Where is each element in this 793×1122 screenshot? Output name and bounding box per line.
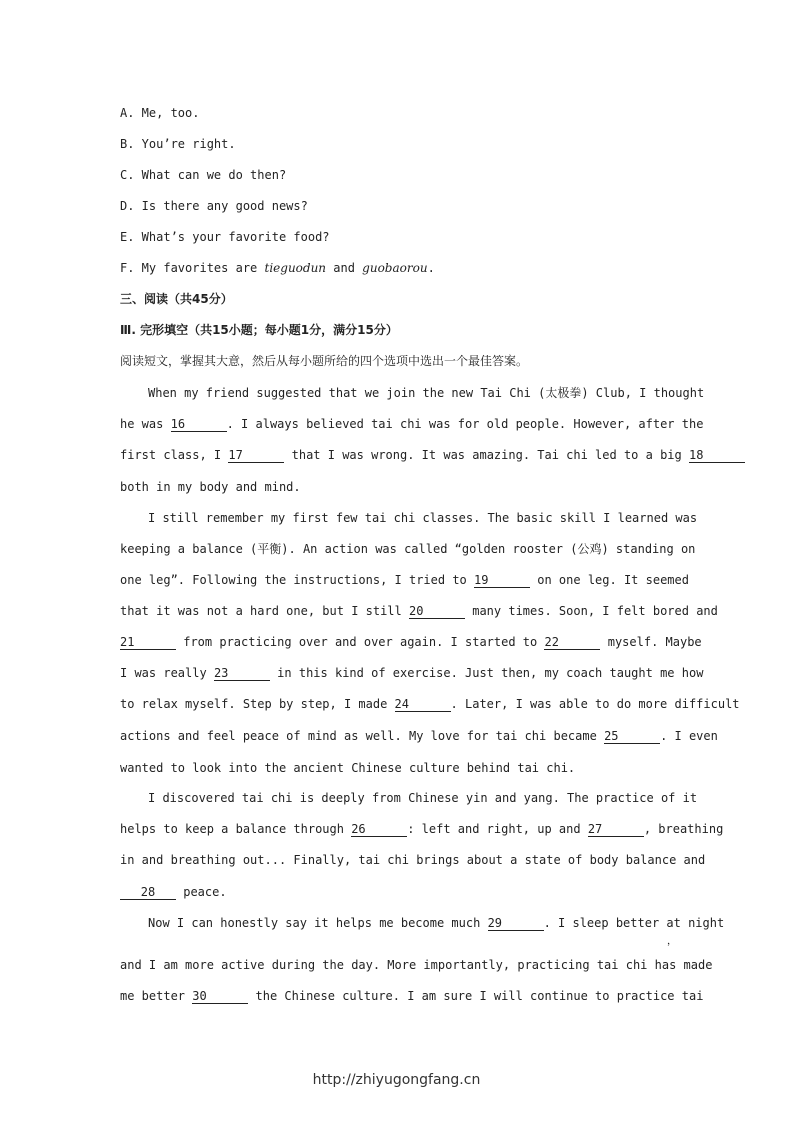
blank-25[interactable]: 25: [604, 729, 660, 744]
blank-23[interactable]: 23: [214, 666, 270, 681]
passage-line: Now I can honestly say it helps me become much 29 . I sleep better at night: [148, 916, 725, 930]
blank-29[interactable]: 29: [488, 916, 544, 931]
passage-line: to relax myself. Step by step, I made 24 . Later, I was able to do more difficult: [120, 697, 740, 711]
blank-17[interactable]: 17: [228, 448, 284, 463]
blank-22[interactable]: 22: [544, 635, 600, 650]
blank-30[interactable]: 30: [192, 989, 248, 1004]
passage-line: he was 16 . I always believed tai chi was for old people. However, after the: [120, 417, 704, 431]
part-title: Ⅲ. 完形填空（共15小题；每小题1分，满分15分）: [120, 323, 398, 337]
passage-line: one leg”. Following the instructions, I tried to 19 on one leg. It seemed: [120, 573, 689, 587]
passage-line: I was really 23 in this kind of exercise. Just then, my coach taught me how: [120, 666, 704, 680]
blank-26[interactable]: 26: [351, 822, 407, 837]
passage-line: 21 from practicing over and over again. I started to 22 myself. Maybe: [120, 635, 702, 649]
passage-line: that it was not a hard one, but I still 20 many times. Soon, I felt bored and: [120, 604, 718, 618]
stray-mark: ，: [667, 936, 677, 947]
blank-24[interactable]: 24: [395, 697, 451, 712]
footer-url: http://zhiyugongfang.cn: [312, 1072, 481, 1088]
passage-line: and I am more active during the day. More importantly, practicing tai chi has made: [120, 958, 713, 972]
passage-line: wanted to look into the ancient Chinese culture behind tai chi.: [120, 761, 576, 775]
passage-line: helps to keep a balance through 26 : left and right, up and 27 , breathing: [120, 822, 724, 836]
blank-21[interactable]: 21: [120, 635, 176, 650]
passage-line: When my friend suggested that we join the new Tai Chi (太极拳) Club, I thought: [148, 386, 705, 400]
blank-28[interactable]: 28: [120, 885, 176, 900]
option-a: A. Me, too.: [120, 106, 200, 120]
passage-line: keeping a balance (平衡). An action was called “golden rooster (公鸡) standing on: [120, 542, 696, 556]
passage-line: actions and feel peace of mind as well. My love for tai chi became 25 . I even: [120, 729, 718, 743]
passage-line: 28 peace.: [120, 884, 674, 900]
passage-line: I discovered tai chi is deeply from Chinese yin and yang. The practice of it: [148, 791, 698, 805]
blank-20[interactable]: 20: [409, 604, 465, 619]
option-f: F. My favorites are tieguodun and guobaorou.: [120, 261, 435, 275]
blank-27[interactable]: 27: [588, 822, 644, 837]
option-e: E. What’s your favorite food?: [120, 230, 330, 244]
option-d: D. Is there any good news?: [120, 199, 308, 213]
instruction: 阅读短文，掌握其大意，然后从每小题所给的四个选项中选出一个最佳答案。: [120, 354, 529, 368]
option-c: C. What can we do then?: [120, 168, 287, 182]
blank-19[interactable]: 19: [474, 573, 530, 588]
blank-16[interactable]: 16: [171, 417, 227, 432]
passage-line: me better 30 the Chinese culture. I am sure I will continue to practice tai: [120, 989, 704, 1003]
passage-line: in and breathing out... Finally, tai chi brings about a state of body balance and: [120, 853, 706, 867]
option-b: B. You’re right.: [120, 137, 236, 151]
section-title: 三、阅读（共45分）: [120, 292, 233, 306]
passage-line: both in my body and mind.: [120, 480, 301, 494]
passage-line: first class, I 17 that I was wrong. It was amazing. Tai chi led to a big 18: [120, 447, 674, 463]
passage-line: I still remember my first few tai chi classes. The basic skill I learned was: [148, 511, 698, 525]
blank-18[interactable]: 18: [689, 448, 745, 463]
